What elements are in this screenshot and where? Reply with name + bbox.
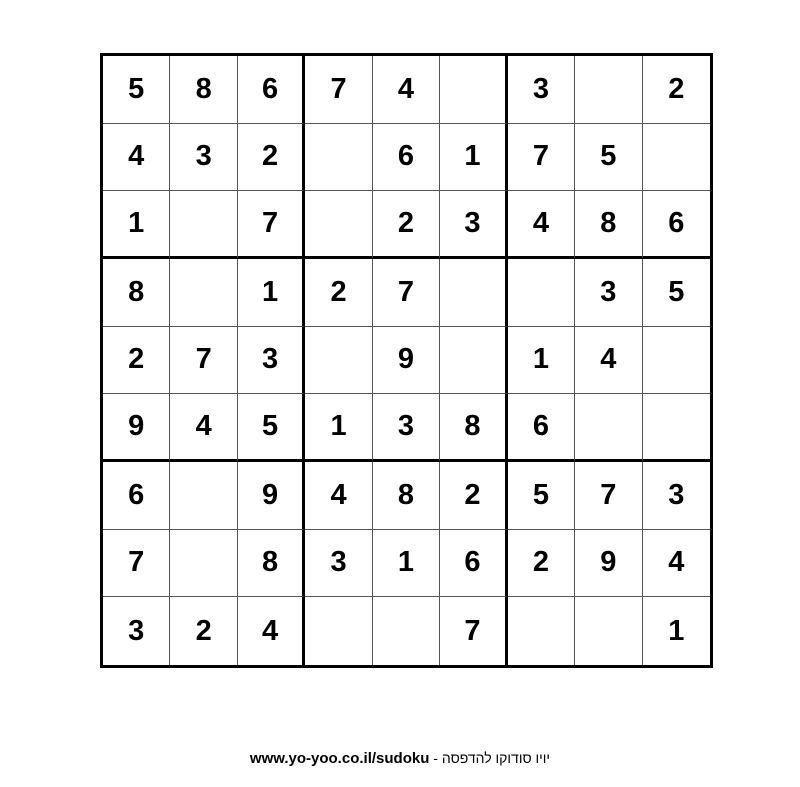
sudoku-cell-given: 7 bbox=[103, 530, 170, 598]
sudoku-cell-given: 6 bbox=[643, 191, 710, 259]
sudoku-cell-given: 2 bbox=[103, 327, 170, 395]
sudoku-cell-empty[interactable] bbox=[643, 327, 710, 395]
sudoku-cell-empty[interactable] bbox=[508, 259, 575, 327]
sudoku-cell-given: 5 bbox=[643, 259, 710, 327]
sudoku-cell-given: 7 bbox=[238, 191, 305, 259]
sudoku-cell-given: 9 bbox=[373, 327, 440, 395]
sudoku-cell-given: 9 bbox=[575, 530, 642, 598]
sudoku-cell-given: 7 bbox=[373, 259, 440, 327]
sudoku-cell-given: 2 bbox=[170, 597, 237, 665]
sudoku-cell-empty[interactable] bbox=[575, 597, 642, 665]
sudoku-cell-given: 1 bbox=[238, 259, 305, 327]
sudoku-cell-given: 8 bbox=[440, 394, 507, 462]
sudoku-cell-given: 7 bbox=[575, 462, 642, 530]
sudoku-cell-given: 5 bbox=[238, 394, 305, 462]
sudoku-cell-empty[interactable] bbox=[373, 597, 440, 665]
sudoku-cell-empty[interactable] bbox=[170, 191, 237, 259]
footer-separator: - bbox=[429, 750, 442, 766]
sudoku-cell-given: 6 bbox=[238, 56, 305, 124]
sudoku-cell-given: 6 bbox=[508, 394, 575, 462]
sudoku-cell-given: 3 bbox=[643, 462, 710, 530]
sudoku-cell-empty[interactable] bbox=[305, 597, 372, 665]
footer-caption: יויו סודוקו להדפסה bbox=[441, 750, 551, 766]
sudoku-cell-given: 4 bbox=[305, 462, 372, 530]
sudoku-cell-empty[interactable] bbox=[440, 259, 507, 327]
sudoku-cell-given: 7 bbox=[170, 327, 237, 395]
sudoku-cell-given: 2 bbox=[643, 56, 710, 124]
sudoku-cell-given: 7 bbox=[440, 597, 507, 665]
sudoku-cell-given: 3 bbox=[238, 327, 305, 395]
sudoku-cell-given: 8 bbox=[373, 462, 440, 530]
sudoku-cell-given: 3 bbox=[575, 259, 642, 327]
sudoku-cell-empty[interactable] bbox=[508, 597, 575, 665]
sudoku-cell-given: 4 bbox=[103, 124, 170, 192]
sudoku-cell-given: 1 bbox=[440, 124, 507, 192]
sudoku-cell-given: 4 bbox=[170, 394, 237, 462]
sudoku-cell-given: 2 bbox=[305, 259, 372, 327]
sudoku-cell-given: 8 bbox=[238, 530, 305, 598]
sudoku-cell-empty[interactable] bbox=[170, 462, 237, 530]
sudoku-cell-given: 6 bbox=[103, 462, 170, 530]
sudoku-cell-given: 5 bbox=[575, 124, 642, 192]
sudoku-cell-given: 5 bbox=[103, 56, 170, 124]
sudoku-cell-given: 4 bbox=[575, 327, 642, 395]
sudoku-cell-given: 1 bbox=[668, 614, 685, 647]
sudoku-cell-given: 2 bbox=[508, 530, 575, 598]
sudoku-cell-given: 4 bbox=[373, 56, 440, 124]
sudoku-cell-given: 4 bbox=[643, 530, 710, 598]
sudoku-cell-given: 4 bbox=[238, 597, 305, 665]
sudoku-cell-given: 5 bbox=[508, 462, 575, 530]
sudoku-cell-given: 1 bbox=[508, 327, 575, 395]
sudoku-cell-empty[interactable] bbox=[170, 530, 237, 598]
sudoku-cell-empty[interactable] bbox=[440, 327, 507, 395]
sudoku-cell-given: 1 bbox=[305, 394, 372, 462]
sudoku-cell-given: 3 bbox=[103, 597, 170, 665]
sudoku-cell-given: 9 bbox=[238, 462, 305, 530]
sudoku-cell-given: 4 bbox=[508, 191, 575, 259]
sudoku-board bbox=[100, 53, 713, 668]
sudoku-cell-given: 8 bbox=[103, 259, 170, 327]
sudoku-cell-given: 6 bbox=[440, 530, 507, 598]
sudoku-cell-empty[interactable] bbox=[170, 259, 237, 327]
sudoku-cell-given: 3 bbox=[373, 394, 440, 462]
sudoku-cell-given: 8 bbox=[575, 191, 642, 259]
sudoku-cell-empty[interactable] bbox=[305, 124, 372, 192]
sudoku-cell-given: 2 bbox=[238, 124, 305, 192]
sudoku-cell-empty[interactable] bbox=[643, 394, 710, 462]
sudoku-cell-given: 7 bbox=[305, 56, 372, 124]
sudoku-cell-empty[interactable] bbox=[575, 394, 642, 462]
sudoku-cell-given: 3 bbox=[440, 191, 507, 259]
sudoku-cell-empty[interactable] bbox=[643, 124, 710, 192]
footer-url[interactable]: www.yo-yoo.co.il/sudoku bbox=[249, 750, 430, 767]
sudoku-cell-empty[interactable] bbox=[575, 56, 642, 124]
sudoku-cell-given: 1 bbox=[103, 191, 170, 259]
sudoku-cell-given: 6 bbox=[373, 124, 440, 192]
sudoku-cell-given: 2 bbox=[440, 462, 507, 530]
sudoku-cell-given: 2 bbox=[373, 191, 440, 259]
sudoku-cell-empty[interactable] bbox=[440, 56, 507, 124]
sudoku-cell-given: 3 bbox=[305, 530, 372, 598]
sudoku-cell-given: 9 bbox=[103, 394, 170, 462]
sudoku-cell-given: 3 bbox=[508, 56, 575, 124]
sudoku-cell-given: 3 bbox=[170, 124, 237, 192]
sudoku-cell-given: 1 bbox=[373, 530, 440, 598]
footer-credit bbox=[0, 750, 800, 767]
sudoku-cell-given: 8 bbox=[170, 56, 237, 124]
sudoku-cell-given: 7 bbox=[508, 124, 575, 192]
sudoku-cell-empty[interactable] bbox=[305, 327, 372, 395]
sudoku-cell-empty[interactable] bbox=[305, 191, 372, 259]
